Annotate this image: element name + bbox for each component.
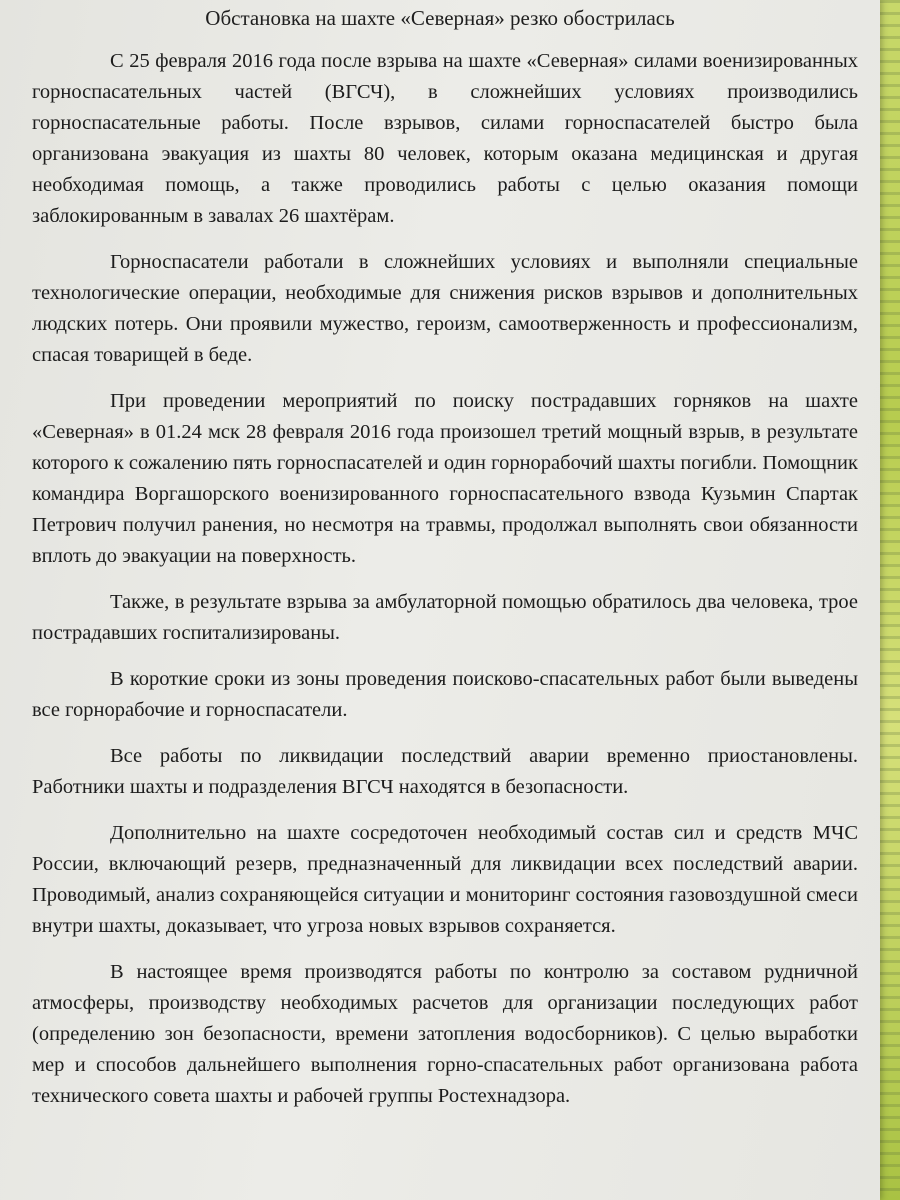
paragraph-1: С 25 февраля 2016 года после взрыва на шахте «Северная» силами военизированных горноспасательных частей (ВГСЧ), в сложнейших условиях производились горноспасательные работы. После взрывов, силами горноспасателей быстро была организована эвакуация из шахты 80 человек, которым оказана медицинская и другая необходимая помощь, а также проводились работы с целью оказания помощи заблокированным в завалах 26 шахтёрам.: [32, 50, 858, 227]
document-title: Обстановка на шахте «Северная» резко обострилась: [205, 6, 675, 30]
background-edge: [878, 0, 900, 1200]
paragraph-2: Горноспасатели работали в сложнейших условиях и выполняли специальные технологические операции, необходимые для снижения рисков взрывов и дополнительных людских потерь. Они проявили мужество, героизм, самоотверженность и профессионализм, спасая товарищей в беде.: [32, 251, 858, 366]
paragraph-8: В настоящее время производятся работы по контролю за составом рудничной атмосферы, производству необходимых расчетов для организации последующих работ (определению зон безопасности, времени затопления водосборников). С целью выработки мер и способов дальнейшего выполнения горно-спасательных работ организована работа технического совета шахты и рабочей группы Ростехнадзора.: [32, 961, 858, 1107]
paragraph-6: Все работы по ликвидации последствий аварии временно приостановлены. Работники шахты и подразделения ВГСЧ находятся в безопасности.: [32, 745, 858, 798]
paragraph-3: При проведении мероприятий по поиску пострадавших горняков на шахте «Северная» в 01.24 мск 28 февраля 2016 года произошел третий мощный взрыв, в результате которого к сожалению пять горноспасателей и один горнорабочий шахты погибли. Помощник командира Воргашорского военизированного горноспасательного взвода Кузьмин Спартак Петрович получил ранения, но несмотря на травмы, продолжал выполнять свои обязанности вплоть до эвакуации на поверхность.: [32, 390, 858, 567]
paragraph-4: Также, в результате взрыва за амбулаторной помощью обратилось два человека, трое пострадавших госпитализированы.: [32, 591, 858, 644]
document-body: [32, 46, 858, 1127]
paragraph-7: Дополнительно на шахте сосредоточен необходимый состав сил и средств МЧС России, включающий резерв, предназначенный для ликвидации всех последствий аварии. Проводимый, анализ сохраняющейся ситуации и мониторинг состояния газовоздушной смеси внутри шахты, доказывает, что угроза новых взрывов сохраняется.: [32, 822, 858, 937]
paragraph-5: В короткие сроки из зоны проведения поисково-спасательных работ были выведены все горнорабочие и горноспасатели.: [32, 668, 858, 721]
